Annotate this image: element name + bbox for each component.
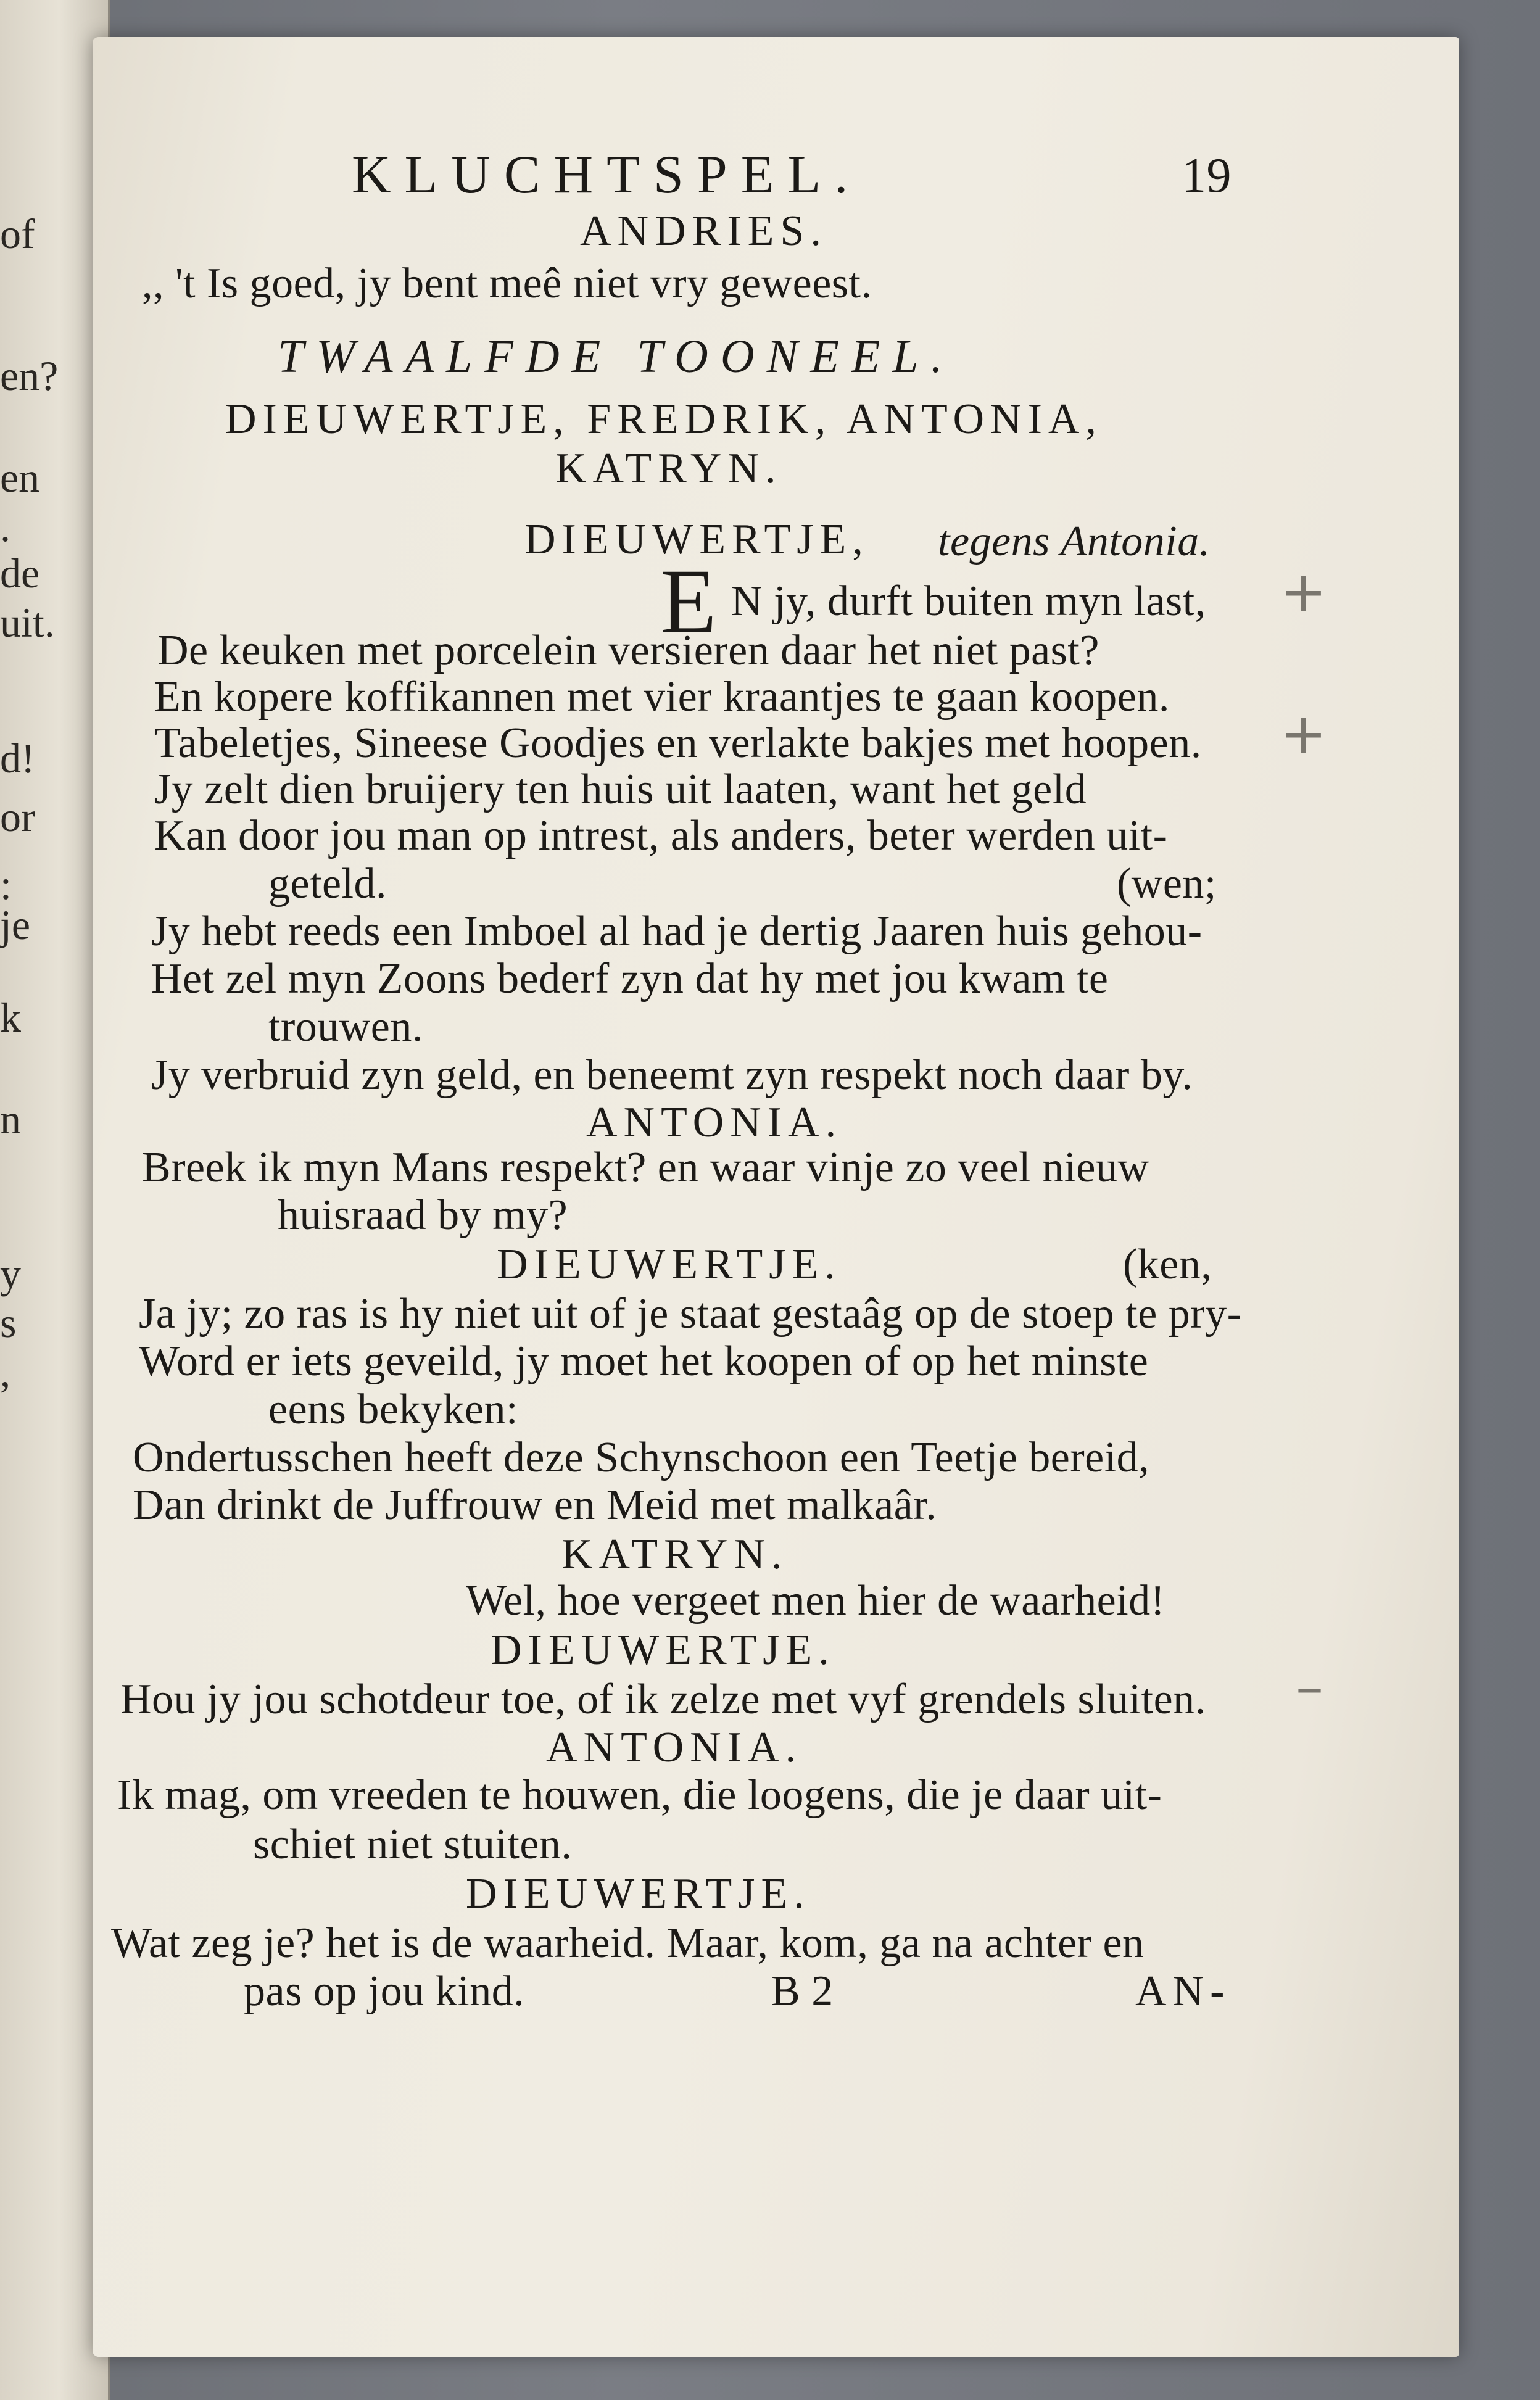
facing-page-fragment: uit. bbox=[0, 599, 55, 646]
speaker-name: DIEUWERTJE. bbox=[497, 1241, 842, 1288]
facing-page-fragment: s bbox=[0, 1299, 17, 1346]
cast-list: DIEUWERTJE, FREDRIK, ANTONIA, bbox=[225, 395, 1103, 443]
drop-capital: E bbox=[660, 550, 718, 653]
text-line: Ja jy; zo ras is hy niet uit of je staat gestaâg op de stoep te pry- bbox=[139, 1290, 1242, 1338]
text-line: En kopere koffikannen met vier kraantjes te gaan koopen. bbox=[154, 673, 1170, 721]
stage-direction: tegens Antonia. bbox=[938, 518, 1211, 565]
speaker-name: DIEUWERTJE. bbox=[466, 1870, 811, 1918]
speaker-name: ANDRIES. bbox=[580, 207, 827, 255]
text-line: geteld. bbox=[268, 860, 387, 908]
pencil-plus-mark: + bbox=[1280, 701, 1327, 766]
facing-page-fragment: , bbox=[0, 1349, 10, 1396]
speaker-name: DIEUWERTJE. bbox=[491, 1626, 835, 1674]
pencil-plus-mark: + bbox=[1280, 560, 1327, 624]
speaker-name: KATRYN. bbox=[561, 1531, 789, 1578]
signature-mark: B 2 bbox=[771, 1968, 834, 2015]
text-line: trouwen. bbox=[268, 1003, 423, 1051]
text-line: Wel, hoe vergeet men hier de waarheid! bbox=[466, 1577, 1165, 1624]
text-line: Dan drinkt de Juffrouw en Meid met malkaâr. bbox=[133, 1481, 937, 1529]
facing-page-fragment: en bbox=[0, 454, 40, 501]
text-line: Word er iets geveild, jy moet het koopen of op het minste bbox=[139, 1338, 1149, 1385]
book-page bbox=[93, 37, 1459, 2357]
text-line: (ken, bbox=[1123, 1241, 1212, 1288]
facing-page-fragment: en? bbox=[0, 352, 59, 399]
text-line: huisraad by my? bbox=[278, 1191, 568, 1239]
text-line: eens bekyken: bbox=[268, 1386, 518, 1433]
facing-page-fragment: of bbox=[0, 210, 35, 257]
catchword: AN- bbox=[1135, 1968, 1231, 2015]
facing-page-fragment: k bbox=[0, 994, 21, 1041]
text-line: schiet niet stuiten. bbox=[253, 1821, 573, 1868]
text-line: Ik mag, om vreeden te houwen, die loogens, die je daar uit- bbox=[117, 1771, 1162, 1819]
facing-page-fragment: y bbox=[0, 1250, 21, 1297]
facing-page-fragment: : bbox=[0, 861, 12, 908]
facing-page-fragment: n bbox=[0, 1096, 21, 1143]
pencil-dash-mark: – bbox=[1296, 1655, 1323, 1719]
page-number: 19 bbox=[1182, 149, 1232, 203]
facing-page-fragment: je bbox=[0, 901, 31, 948]
text-line: Jy hebt reeds een Imboel al had je dertig Jaaren huis gehou- bbox=[151, 908, 1203, 955]
text-line: Kan door jou man op intrest, als anders, beter werden uit- bbox=[154, 812, 1168, 859]
speaker-name: ANTONIA. bbox=[546, 1724, 803, 1771]
text-line: Breek ik myn Mans respekt? en waar vinje zo veel nieuw bbox=[142, 1144, 1149, 1191]
facing-page-fragment: . bbox=[0, 503, 10, 550]
text-line: Tabeletjes, Sineese Goodjes en verlakte bakjes met hoopen. bbox=[154, 719, 1202, 767]
text-line: ,, 't Is goed, jy bent meê niet vry geweest. bbox=[142, 260, 872, 307]
speaker-name: DIEUWERTJE, bbox=[524, 516, 869, 563]
text-line: pas op jou kind. bbox=[244, 1968, 525, 2015]
scene-title: TWAALFDE TOONEEL. bbox=[278, 331, 955, 383]
cast-list: KATRYN. bbox=[555, 445, 782, 492]
facing-page-fragment: d! bbox=[0, 735, 35, 782]
facing-page-fragment: or bbox=[0, 793, 35, 840]
speaker-name: ANTONIA. bbox=[586, 1099, 843, 1146]
running-title: KLUCHTSPEL. bbox=[352, 145, 862, 205]
text-line: (wen; bbox=[1117, 860, 1217, 908]
text-line: Hou jy jou schotdeur toe, of ik zelze met vyf grendels sluiten. bbox=[120, 1676, 1206, 1723]
text-line: Het zel myn Zoons bederf zyn dat hy met jou kwam te bbox=[151, 955, 1109, 1003]
facing-page-fragment: de bbox=[0, 550, 40, 597]
text-line: N jy, durft buiten myn last, bbox=[731, 577, 1206, 625]
text-line: Ondertusschen heeft deze Schynschoon een Teetje bereid, bbox=[133, 1434, 1150, 1481]
text-line: De keuken met porcelein versieren daar het niet past? bbox=[157, 627, 1099, 674]
text-line: Jy zelt dien bruijery ten huis uit laaten, want het geld bbox=[154, 766, 1087, 813]
text-line: Wat zeg je? het is de waarheid. Maar, kom, ga na achter en bbox=[111, 1919, 1145, 1967]
text-line: Jy verbruid zyn geld, en beneemt zyn respekt noch daar by. bbox=[151, 1051, 1193, 1099]
